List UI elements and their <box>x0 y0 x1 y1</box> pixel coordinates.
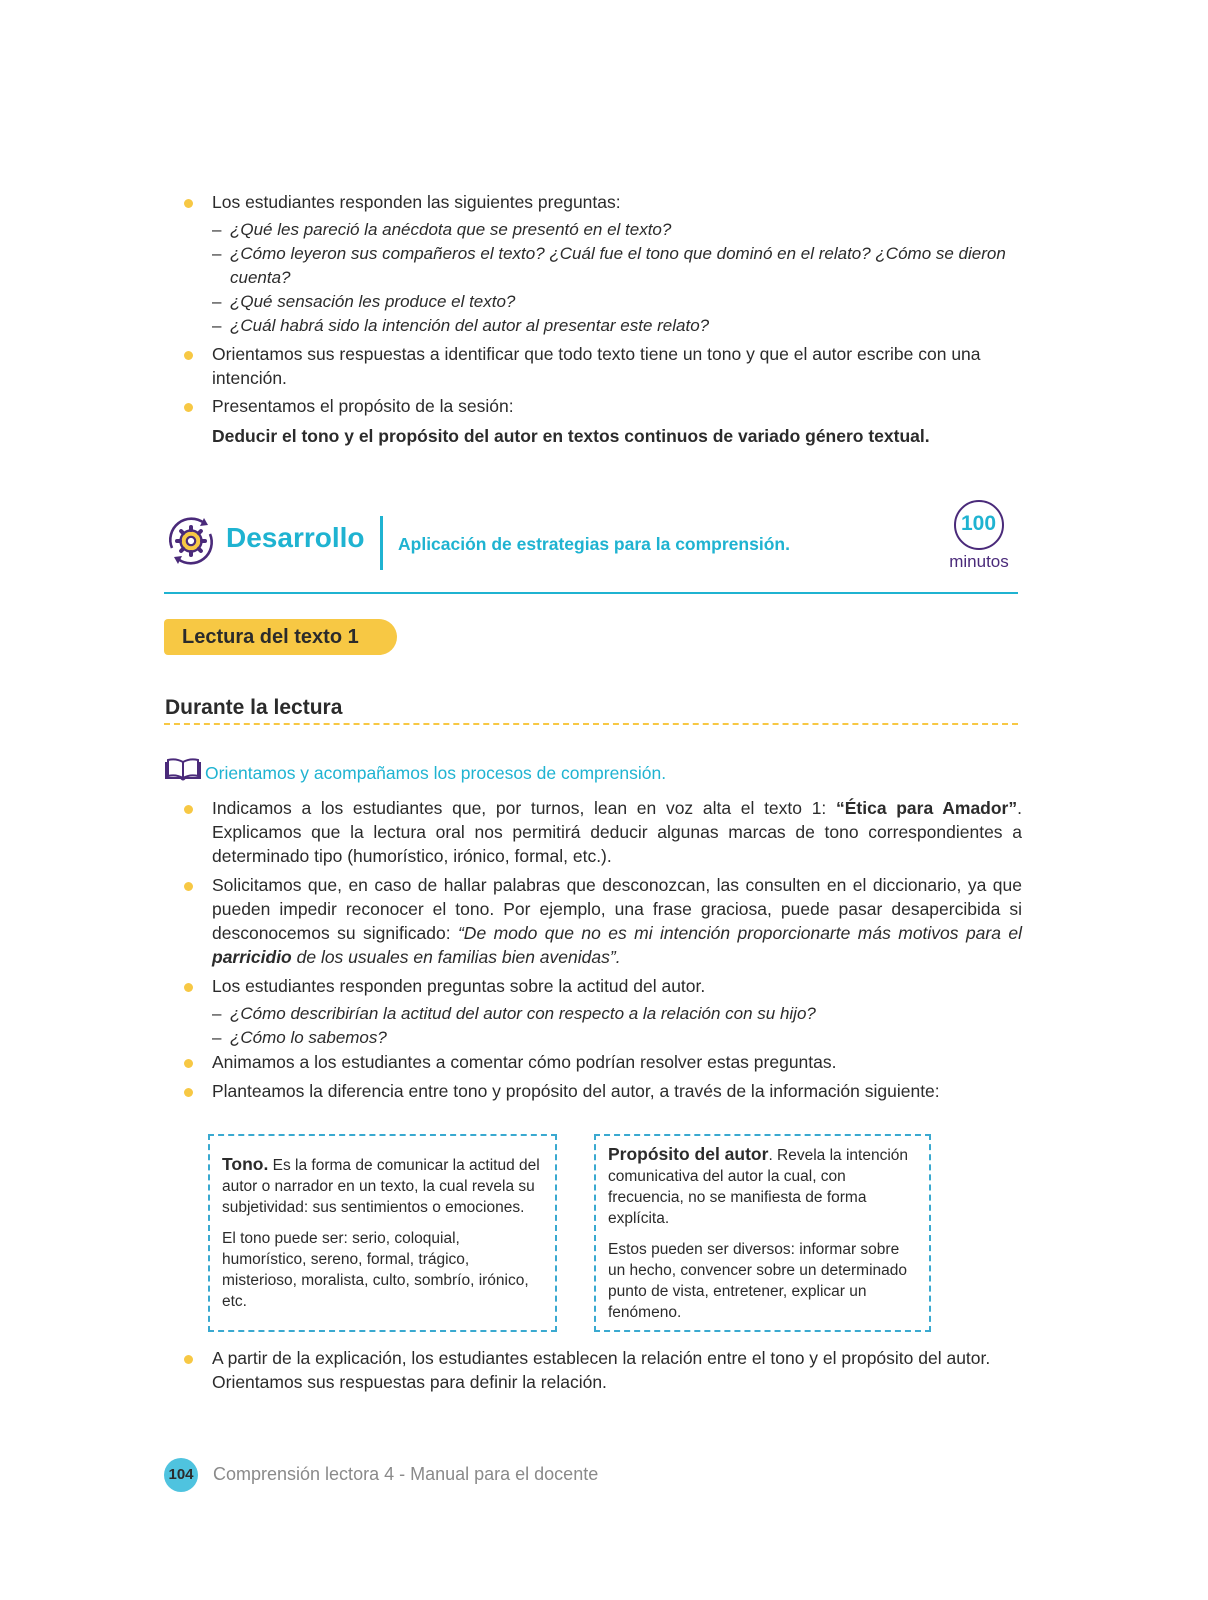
tono-box <box>208 1134 557 1332</box>
reading-tag-label: Lectura del texto 1 <box>182 626 359 648</box>
list-item: Orientamos sus respuestas a identificar que todo texto tiene un tono y que el autor escribe con una intención. <box>182 342 1022 390</box>
list-item: Indicamos a los estudiantes que, por turnos, lean en voz alta el texto 1: “Ética para Amador”. Explicamos que la lectura oral nos permitirá deducir algunas marcas de tono correspondientes a determinado tipo (humorístico, irónico, formal, etc.). <box>182 796 1022 868</box>
tono-types: El tono puede ser: serio, coloquial, humorístico, sereno, formal, trágico, misterioso, moralista, culto, sombrío, irónico, etc. <box>222 1230 529 1310</box>
tono-definition: Tono. Es la forma de comunicar la actitud del autor o narrador en un texto, la cual revela su subjetividad: sus sentimientos o emociones. <box>222 1154 540 1216</box>
question-item: – ¿Qué sensación les produce el texto? <box>182 290 1022 314</box>
intro-list <box>182 190 1022 448</box>
proposito-definition: Propósito del autor. Revela la intención comunicativa del autor la cual, con frecuencia, no se manifiesta de forma explícita. <box>608 1144 909 1227</box>
section-divider <box>380 516 383 570</box>
closing-list <box>182 1346 1022 1394</box>
timer-label: minutos <box>949 552 1009 571</box>
list-item: Animamos a los estudiantes a comentar cómo podrían resolver estas preguntas. <box>182 1050 1022 1074</box>
page-number-badge <box>164 1458 198 1492</box>
subsection-rule <box>164 723 1018 725</box>
list-item: Planteamos la diferencia entre tono y propósito del autor, a través de la información siguiente: <box>182 1079 1022 1103</box>
open-book-icon <box>164 758 202 782</box>
question-item: – ¿Qué les pareció la anécdota que se presentó en el texto? <box>182 218 1022 242</box>
reading-list <box>182 796 1022 1103</box>
question-item: – ¿Cómo lo sabemos? <box>182 1026 1022 1050</box>
gear-cycle-icon <box>164 514 218 568</box>
list-item: Presentamos el propósito de la sesión: <box>182 394 1022 418</box>
list-item: Solicitamos que, en caso de hallar palabras que desconozcan, las consulten en el diccionario, ya que pueden impedir reconocer el tono. Por ejemplo, una frase graciosa, puede pasar desapercibida si desconocemos su significado: “De modo que no es mi intención proporcionarte más motivos para el parricidio de los usuales en familias bien avenidas”. <box>182 873 1022 969</box>
footer-title: Comprensión lectora 4 - Manual para el docente <box>213 1464 599 1484</box>
proposito-box <box>594 1134 931 1332</box>
list-item: Los estudiantes responden preguntas sobre la actitud del autor. <box>182 974 1022 998</box>
list-item: A partir de la explicación, los estudiantes establecen la relación entre el tono y el propósito del autor. Orientamos sus respuestas para definir la relación. <box>182 1346 1022 1394</box>
subsection-heading: Durante la lectura <box>165 696 343 719</box>
question-item: – ¿Cómo leyeron sus compañeros el texto? ¿Cuál fue el tono que dominó en el relato? ¿Cómo se dieron cuenta? <box>182 242 1022 290</box>
section-rule <box>164 592 1018 594</box>
guide-text: Orientamos y acompañamos los procesos de comprensión. <box>205 763 667 783</box>
question-item: – ¿Cuál habrá sido la intención del autor al presentar este relato? <box>182 314 1022 338</box>
timer-value: 100 <box>960 512 997 535</box>
page-number: 104 <box>168 1466 194 1483</box>
question-item: – ¿Cómo describirían la actitud del autor con respecto a la relación con su hijo? <box>182 1002 1022 1026</box>
section-title: Desarrollo <box>226 522 365 553</box>
list-item: Los estudiantes responden las siguientes preguntas: <box>182 190 1022 214</box>
session-purpose: Deducir el tono y el propósito del autor en textos continuos de variado género textual. <box>212 426 930 446</box>
reading-tag <box>164 619 397 655</box>
section-header <box>164 496 1020 596</box>
proposito-types: Estos pueden ser diversos: informar sobre un hecho, convencer sobre un determinado punto de vista, entretener, explicar un fenómeno. <box>608 1241 908 1321</box>
section-subtitle: Aplicación de estrategias para la comprensión. <box>398 534 790 554</box>
timer-badge <box>954 500 1004 550</box>
